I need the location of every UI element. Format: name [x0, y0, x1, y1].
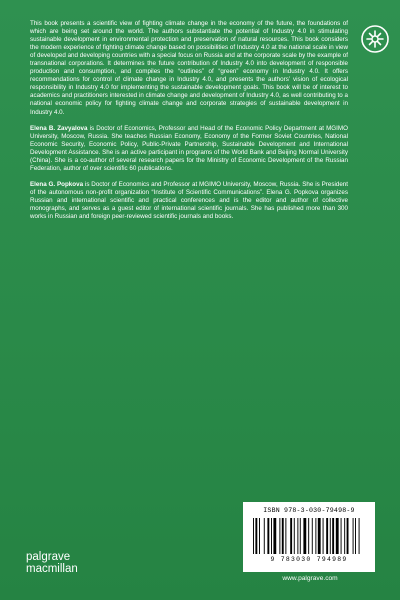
author-name-1: Elena B. Zavyalova	[30, 124, 88, 132]
barcode	[243, 502, 375, 572]
barcode-bar	[267, 518, 269, 554]
barcode-bar	[326, 518, 328, 554]
blurb	[30, 20, 348, 229]
barcode-bar	[347, 518, 349, 554]
barcode-bar	[323, 518, 324, 554]
barcode-bar	[273, 518, 276, 554]
barcode-bar	[271, 518, 272, 554]
publisher-imprint: macmillan	[26, 563, 78, 575]
isbn-label: ISBN 978-3-030-79498-9	[263, 507, 355, 514]
barcode-bar	[253, 518, 254, 554]
barcode-bar	[344, 518, 345, 554]
barcode-bar	[297, 518, 298, 554]
barcode-bar	[318, 518, 321, 554]
book-description: This book presents a scientific view of fighting climate change in the economy of the future, the foundations of which are being set around the world. The authors substantiate the potential of Industry 4.0 in stimulating sustainable development in environmental protection and preservation of natural resources. This book considers the modern experience of fighting climate change based on possibilities of Industry 4.0 at the national scale in view of developed and developing countries with a special focus on Russia and at the corporate scale by the example of transnational corporations. It determines the future contribution of Industry 4.0 into development of responsible production and consumption, and compiles the “outlines” of “green” economy in Industry 4.0. It offers recommendations for control of climate change in Industry 4.0, and presents the authors’ vision of ecological responsibility in Industry 4.0 for implementing the sustainable development goals. This book will be of interest to academics and practitioners interested in climate change and development of Industry 4.0, as well contributing to a national economic policy for fighting climate change and corporate strategies of sustainable development in Industry 4.0.	[30, 20, 348, 116]
springer-sparkle-icon	[358, 22, 392, 56]
author-bio-2	[30, 181, 348, 221]
barcode-bar	[330, 518, 331, 554]
barcode-bar	[315, 518, 316, 554]
author-name-2: Elena G. Popkova	[30, 180, 84, 188]
author-bio-1	[30, 125, 348, 173]
barcode-bar	[300, 518, 301, 554]
barcode-bar	[303, 518, 306, 554]
barcode-bar	[294, 518, 295, 554]
author-bio-text-1: is Doctor of Economics, Professor and Head of the Economic Policy Department at MGIMO University, Moscow, Russia. She teaches Russian Economy, Economy of the Former Soviet Countries, National Economic Security, Economic Policy, Public-Private Partnership, Sustainable Development and International Development Assistance. She is an active participant in programs of the World Bank and Beijing Normal University (China). She is a co-author of several research papers for the Ministry of Economic Development of the Russian Federation, author of over scientific 60 publications.	[30, 124, 348, 172]
barcode-bars	[253, 518, 365, 554]
author-bio-text-2: is Doctor of Economics and Professor at MGIMO University, Moscow, Russia. She is President of the autonomous non-profit organization “Institute of Scientific Communications”. Elena G. Popkova organizes Russian and international scientific and practical conferences and is the editor and author of collective monographs, and serves as a guest editor of international scientific journals. She has published more than 300 works in Russian and foreign peer-reviewed scientific journals and books.	[30, 180, 349, 221]
barcode-bar	[290, 518, 292, 554]
barcode-bar	[353, 518, 354, 554]
barcode-bar	[332, 518, 334, 554]
barcode-bar	[285, 518, 286, 554]
publisher-name: palgrave	[26, 551, 71, 563]
barcode-bar	[264, 518, 265, 554]
barcode-bar	[359, 518, 360, 554]
barcode-bar	[279, 518, 280, 554]
barcode-bar	[282, 518, 284, 554]
barcode-bar	[259, 518, 260, 554]
publisher-website: www.palgrave.com	[282, 575, 338, 582]
barcode-bar	[308, 518, 309, 554]
publisher-logo	[26, 551, 136, 575]
barcode-bar	[336, 518, 339, 554]
barcode-bar	[312, 518, 313, 554]
barcode-bar	[355, 518, 356, 554]
barcode-bar	[255, 518, 257, 554]
barcode-digits: 9 783030 794989	[270, 556, 348, 563]
barcode-bar	[341, 518, 342, 554]
